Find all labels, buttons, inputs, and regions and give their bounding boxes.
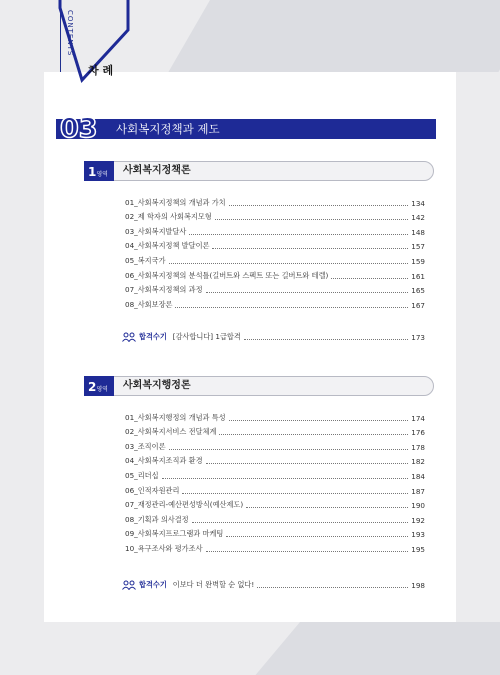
leader-dots — [182, 492, 408, 494]
toc-item-title: 01_사회복지정책의 개념과 가치 — [125, 197, 226, 207]
toc-item-page: 182 — [411, 457, 425, 467]
section-header-2 — [84, 376, 434, 396]
toc-item-title: 03_사회복지발달사 — [125, 226, 187, 236]
section-title: 사회복지정책론 — [123, 165, 191, 176]
toc-item-title: 09_사회복지프로그램과 마케팅 — [125, 529, 224, 539]
section-number: 2 — [88, 380, 97, 394]
toc-item-page: 193 — [411, 530, 425, 540]
toc-item-page: 142 — [411, 213, 425, 223]
toc-item[interactable] — [125, 466, 425, 481]
leader-dots — [212, 247, 408, 249]
leader-dots — [206, 550, 408, 552]
section-header-1 — [84, 161, 434, 181]
toc-list-2 — [125, 408, 425, 554]
leader-dots — [206, 462, 408, 464]
section-unit: 영역 — [96, 171, 108, 178]
review-item-2[interactable] — [122, 578, 425, 592]
toc-item-page: 134 — [411, 198, 425, 208]
leader-dots — [162, 477, 408, 479]
toc-item[interactable] — [125, 281, 425, 296]
leader-dots — [189, 233, 408, 235]
toc-item-title: 01_사회복지행정의 개념과 특성 — [125, 412, 226, 422]
leader-dots — [192, 521, 408, 523]
toc-item[interactable] — [125, 496, 425, 511]
leader-dots — [219, 433, 408, 435]
leader-dots — [169, 262, 408, 264]
toc-item-title: 05_복지국가 — [125, 255, 166, 265]
review-page: 198 — [411, 580, 425, 590]
review-title: 이보다 더 완벽할 순 없다! — [172, 580, 255, 589]
leader-dots — [246, 506, 408, 508]
toc-item-page: 159 — [411, 256, 425, 266]
toc-item-title: 07_사회복지정책의 과정 — [125, 285, 203, 295]
toc-list-1 — [125, 193, 425, 310]
review-label: 합격수기 — [139, 332, 167, 341]
toc-item-title: 07_재정관리-예산편성방식(예산제도) — [125, 500, 244, 510]
toc-item[interactable] — [125, 423, 425, 438]
toc-item-title: 06_인적자원관리 — [125, 485, 180, 495]
toc-title: 차 례 — [88, 64, 114, 77]
toc-item[interactable] — [125, 481, 425, 496]
toc-item-title: 04_사회복지정책 발달이론 — [125, 241, 210, 251]
leader-dots — [175, 306, 408, 308]
leader-dots — [244, 338, 408, 340]
leader-dots — [206, 291, 408, 293]
toc-item[interactable] — [125, 266, 425, 281]
toc-item[interactable] — [125, 408, 425, 423]
chapter-number: 03 — [60, 113, 98, 144]
leader-dots — [331, 277, 408, 279]
section-badge — [84, 376, 114, 396]
leader-dots — [229, 204, 408, 206]
background-band-bottom — [256, 622, 500, 675]
toc-item-page: 161 — [411, 271, 425, 281]
people-icon — [122, 580, 136, 590]
toc-item[interactable] — [125, 208, 425, 223]
toc-item-title: 04_사회복지조직과 환경 — [125, 456, 203, 466]
review-page: 173 — [411, 332, 425, 342]
chapter-bar — [56, 119, 436, 139]
toc-item-title: 08_기획과 의사결정 — [125, 514, 189, 524]
toc-item-page: 157 — [411, 242, 425, 252]
toc-item[interactable] — [125, 525, 425, 540]
section-title: 사회복지행정론 — [123, 380, 191, 391]
toc-item-page: 148 — [411, 227, 425, 237]
toc-item-page: 184 — [411, 471, 425, 481]
toc-item-title: 10_욕구조사와 평가조사 — [125, 543, 203, 553]
review-title: [감사합니다] 1급합격 — [172, 332, 241, 341]
leader-dots — [215, 218, 408, 220]
toc-item-title: 05_리더십 — [125, 470, 159, 480]
toc-item[interactable] — [125, 452, 425, 467]
toc-item-page: 178 — [411, 442, 425, 452]
toc-item-title: 03_조직이론 — [125, 441, 166, 451]
toc-item-title: 06_사회복지정책의 분석틀(길버트와 스펙트 또는 길버트와 테렐) — [125, 270, 329, 280]
toc-item-title: 02_제 학자의 사회복지모형 — [125, 212, 212, 222]
leader-dots — [169, 448, 408, 450]
toc-item-page: 174 — [411, 413, 425, 423]
toc-item-page: 195 — [411, 544, 425, 554]
review-label: 합격수기 — [139, 580, 167, 589]
background-band-top — [168, 0, 500, 72]
toc-item-page: 187 — [411, 486, 425, 496]
toc-item[interactable] — [125, 295, 425, 310]
toc-item-title: 08_사회보장론 — [125, 299, 173, 309]
section-unit: 영역 — [96, 386, 108, 393]
toc-item-page: 167 — [411, 300, 425, 310]
toc-item[interactable] — [125, 193, 425, 208]
toc-item[interactable] — [125, 437, 425, 452]
contents-label: CONTENTS — [66, 10, 74, 57]
toc-item[interactable] — [125, 237, 425, 252]
toc-item-page: 176 — [411, 428, 425, 438]
section-badge — [84, 161, 114, 181]
leader-dots — [229, 419, 408, 421]
toc-item-title: 02_사회복지서비스 전달체계 — [125, 427, 217, 437]
toc-item[interactable] — [125, 539, 425, 554]
chapter-title: 사회복지정책과 제도 — [116, 122, 220, 136]
toc-item-page: 190 — [411, 501, 425, 511]
section-number: 1 — [88, 165, 97, 179]
toc-item-page: 165 — [411, 286, 425, 296]
leader-dots — [226, 535, 408, 537]
toc-item-page: 192 — [411, 515, 425, 525]
toc-item[interactable] — [125, 251, 425, 266]
leader-dots — [257, 586, 408, 588]
review-item-1[interactable] — [122, 330, 425, 344]
toc-item[interactable] — [125, 222, 425, 237]
toc-item[interactable] — [125, 510, 425, 525]
people-icon — [122, 332, 136, 342]
